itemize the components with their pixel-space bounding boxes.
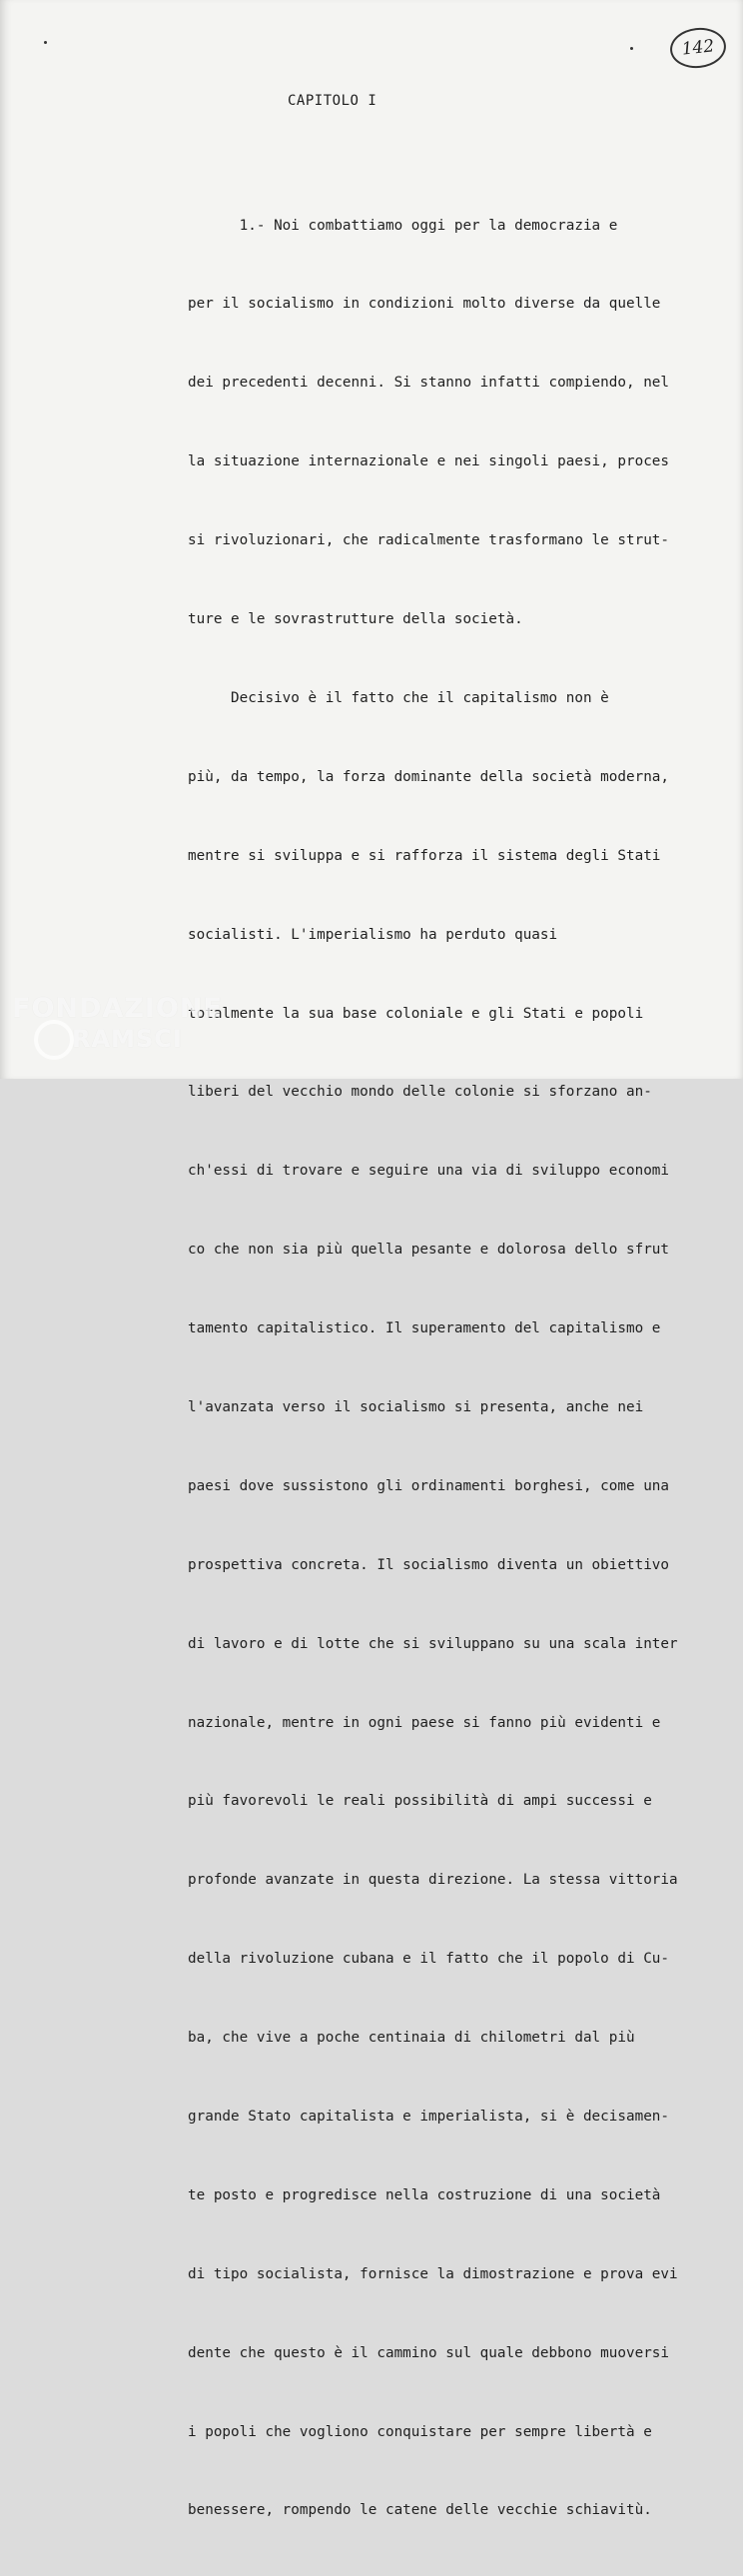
text-line: dei precedenti decenni. Si stanno infatti compiendo, nel bbox=[188, 375, 670, 392]
text-line: totalmente la sua base coloniale e gli Stati e popoli bbox=[188, 1005, 644, 1022]
text-line: Decisivo è il fatto che il capitalismo non è bbox=[188, 689, 609, 706]
text-line: prospettiva concreta. Il socialismo diventa un obiettivo bbox=[188, 1556, 670, 1573]
text-line: della rivoluzione cubana e il fatto che il popolo di Cu- bbox=[188, 1951, 670, 1968]
text-line: liberi del vecchio mondo delle colonie si sforzano an- bbox=[188, 1084, 652, 1101]
text-line: grande Stato capitalista e imperialista, si è decisamen- bbox=[188, 2108, 670, 2125]
text-line: di tipo socialista, fornisce la dimostrazione e prova evi bbox=[188, 2265, 678, 2282]
watermark-logo-icon bbox=[34, 1020, 74, 1060]
text-line: di lavoro e di lotte che si sviluppano su una scala inter bbox=[188, 1635, 678, 1652]
text-line: più, da tempo, la forza dominante della società moderna, bbox=[188, 768, 670, 785]
text-line: mentre si sviluppa e si rafforza il sistema degli Stati bbox=[188, 847, 661, 864]
text-line: i popoli che vogliono conquistare per sempre libertà e bbox=[188, 2423, 652, 2440]
text-line: profonde avanzate in questa direzione. La stessa vittoria bbox=[188, 1872, 678, 1889]
ink-speck bbox=[630, 47, 633, 50]
text-line: ba, che vive a poche centinaia di chilometri dal più bbox=[188, 2030, 635, 2047]
text-line: tamento capitalistico. Il superamento del capitalismo e bbox=[188, 1320, 661, 1337]
text-line: ture e le sovrastrutture della società. bbox=[188, 611, 523, 628]
watermark-line-1: FONDAZIONE bbox=[12, 993, 223, 1024]
typed-body-text bbox=[188, 160, 707, 2576]
text-line: la situazione internazionale e nei singoli paesi, proces bbox=[188, 453, 670, 470]
text-line: paesi dove sussistono gli ordinamenti borghesi, come una bbox=[188, 1477, 670, 1494]
text-line: dente che questo è il cammino sul quale debbono muoversi bbox=[188, 2344, 670, 2361]
archive-watermark bbox=[12, 995, 223, 1053]
text-line: benessere, rompendo le catene delle vecchie schiavitù. bbox=[188, 2502, 652, 2519]
text-line: per il socialismo in condizioni molto diverse da quelle bbox=[188, 296, 661, 313]
text-line: nazionale, mentre in ogni paese si fanno più evidenti e bbox=[188, 1714, 661, 1731]
text-line: più favorevoli le reali possibilità di ampi successi e bbox=[188, 1793, 652, 1810]
text-line: 1.- Noi combattiamo oggi per la democrazia e bbox=[188, 217, 618, 234]
text-line: co che non sia più quella pesante e dolorosa dello sfrut bbox=[188, 1242, 670, 1259]
chapter-title: CAPITOLO I bbox=[288, 93, 377, 109]
text-line: te posto e progredisce nella costruzione di una società bbox=[188, 2186, 661, 2203]
ink-speck bbox=[44, 41, 47, 44]
text-line: ch'essi di trovare e seguire una via di sviluppo economi bbox=[188, 1163, 670, 1180]
text-line: l'avanzata verso il socialismo si presenta, anche nei bbox=[188, 1398, 644, 1415]
text-line: socialisti. L'imperialismo ha perduto quasi bbox=[188, 926, 558, 943]
handwritten-page-number bbox=[668, 25, 728, 71]
watermark-line-2: RAMSCI bbox=[72, 1025, 183, 1053]
page-number-text: 142 bbox=[680, 36, 716, 60]
text-line: si rivoluzionari, che radicalmente trasformano le strut- bbox=[188, 532, 670, 549]
